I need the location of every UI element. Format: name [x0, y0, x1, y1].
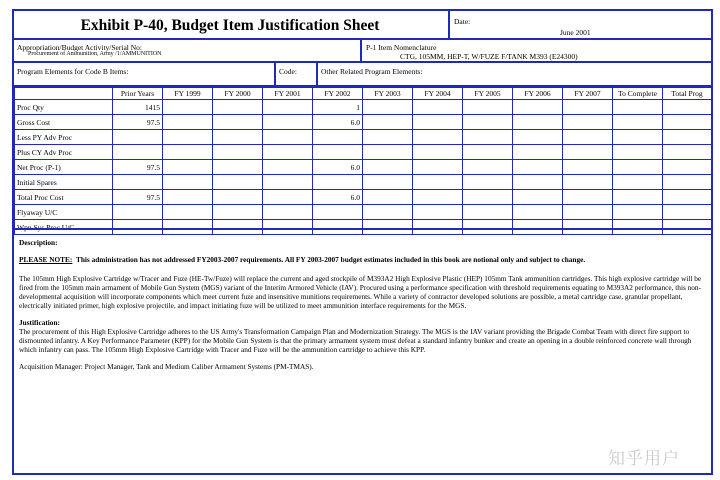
row-label: Proc Qty: [15, 100, 113, 115]
table-cell: [413, 220, 463, 235]
table-cell: [613, 130, 663, 145]
table-cell: [413, 115, 463, 130]
table-row: [15, 205, 712, 220]
table-cell: [513, 205, 563, 220]
table-cell: [163, 175, 213, 190]
column-header: FY 2000: [213, 88, 263, 100]
table-cell: [113, 175, 163, 190]
table-cell: [313, 205, 363, 220]
table-cell: [413, 175, 463, 190]
table-cell: [413, 190, 463, 205]
description-body: The 105mm High Explosive Cartridge w/Tracer and Fuze (HE-Tw/Fuze) will replace the current and aged stockpile of M393A2 High Explosive Plastic (HEP) 105mm Tank ammunition cartridges. This high explosive cartridge will be fired from the 105mm main armament of Mobile Gun System (MGS) variant of the Interim Armored Vehicle (IAV). Procured using a performance specification with threshold requirements equating to M393A2 performance, this non-developmental acquisition will incorporate components which meet current fuze and insensitive munitions requirements. While a variety of contractor developed solutions are possible, a metal cartridge case, granular propellant, electrically initiated primer, high explosive projectile, and impact initiating fuze will be utilized to meet ammunition interface requirements for the MGS.: [19, 274, 702, 310]
column-header: FY 1999: [163, 88, 213, 100]
table-cell: 97.5: [113, 115, 163, 130]
table-cell: [263, 205, 313, 220]
table-cell: [663, 160, 712, 175]
table-cell: [313, 145, 363, 160]
table-row: [15, 190, 712, 205]
program-elements-row: [14, 63, 711, 87]
table-cell: [213, 205, 263, 220]
date-value: June 2001: [560, 28, 591, 37]
table-cell: [463, 190, 513, 205]
appropriation-value: Procurement of Ammunition, Army /1/AMMUNITION: [28, 51, 162, 57]
table-cell: [613, 205, 663, 220]
table-cell: [213, 130, 263, 145]
date-label: Date:: [454, 17, 471, 26]
table-cell: [613, 115, 663, 130]
table-cell: 97.5: [113, 190, 163, 205]
table-cell: [663, 100, 712, 115]
table-cell: [213, 220, 263, 235]
table-row: [15, 175, 712, 190]
table-cell: [213, 145, 263, 160]
justification-body: The procurement of this High Explosive Cartridge adheres to the US Army's Transformation Campaign Plan and Modernization Strategy. The MGS is the IAV variant providing the Brigade Combat Team with direct fire support to dismounted infantry. A Key Performance Parameter (KPP) for the Mobile Gun System is that the primary armament system must defeat a standard infantry bunker and create an opening in a double reinforced concrete wall through which infantry can pass. The 105mm High Explosive Cartridge with Tracer and Fuze will be the ammunition cartridge to achieve this KPP.: [19, 327, 692, 354]
table-cell: [113, 205, 163, 220]
table-cell: [663, 115, 712, 130]
table-cell: [613, 100, 663, 115]
table-cell: 6.0: [313, 115, 363, 130]
table-row: [15, 100, 712, 115]
column-header: [15, 88, 113, 100]
description-section: [19, 236, 707, 379]
table-cell: [363, 175, 413, 190]
table-cell: [563, 205, 613, 220]
column-header: Total Prog: [663, 88, 712, 100]
table-cell: [413, 160, 463, 175]
row-label: Gross Cost: [15, 115, 113, 130]
table-cell: [163, 130, 213, 145]
table-cell: [413, 205, 463, 220]
table-cell: [463, 115, 513, 130]
nomenclature-label: P-1 Item Nomenclature: [366, 43, 437, 52]
table-cell: [263, 145, 313, 160]
table-cell: [213, 160, 263, 175]
row-label: Initial Spares: [15, 175, 113, 190]
table-cell: [513, 220, 563, 235]
table-cell: 1: [313, 100, 363, 115]
table-cell: [263, 130, 313, 145]
appropriation-label: Appropriation/Budget Activity/Serial No:: [17, 43, 142, 52]
table-cell: [663, 130, 712, 145]
table-cell: 97.5: [113, 160, 163, 175]
table-cell: [363, 130, 413, 145]
table-cell: [213, 115, 263, 130]
table-cell: [413, 130, 463, 145]
justification-heading: Justification:: [19, 318, 60, 327]
description-heading: Description:: [19, 238, 58, 247]
column-header: FY 2003: [363, 88, 413, 100]
table-cell: [313, 130, 363, 145]
table-cell: [413, 145, 463, 160]
column-header: FY 2001: [263, 88, 313, 100]
table-cell: [513, 190, 563, 205]
table-cell: [613, 160, 663, 175]
column-header: FY 2005: [463, 88, 513, 100]
page-title: Exhibit P-40, Budget Item Justification Sheet: [80, 17, 380, 34]
table-cell: [563, 175, 613, 190]
table-cell: [263, 115, 313, 130]
table-row: [15, 220, 712, 235]
table-cell: [363, 190, 413, 205]
table-cell: [613, 190, 663, 205]
table-cell: [513, 115, 563, 130]
table-cell: [663, 190, 712, 205]
table-cell: [663, 145, 712, 160]
row-label: Wpn Sys Proc U/C: [15, 220, 113, 235]
table-cell: [563, 220, 613, 235]
table-cell: 6.0: [313, 160, 363, 175]
row-label: Total Proc Cost: [15, 190, 113, 205]
budget-table: [14, 87, 712, 235]
table-cell: [563, 190, 613, 205]
other-elements-label: Other Related Program Elements:: [321, 67, 423, 76]
table-cell: [563, 115, 613, 130]
table-cell: [463, 220, 513, 235]
table-row: [15, 115, 712, 130]
table-cell: [313, 175, 363, 190]
table-cell: [613, 220, 663, 235]
code-label: Code:: [279, 67, 297, 76]
table-cell: [563, 130, 613, 145]
table-cell: [663, 205, 712, 220]
nomenclature-value: CTG, 105MM, HEP-T, W/FUZE F/TANK M393 (E24300): [400, 52, 578, 61]
note-text: This administration has not addressed FY2003-2007 requirements. All FY 2003-2007 budget estimates included in this book are notional only and subject to change.: [75, 255, 586, 264]
table-cell: [513, 130, 563, 145]
table-cell: [463, 205, 513, 220]
table-cell: [213, 190, 263, 205]
table-cell: [563, 160, 613, 175]
table-cell: [113, 145, 163, 160]
table-header-row: [15, 88, 712, 100]
appropriation-row: [14, 40, 711, 63]
table-cell: [163, 115, 213, 130]
row-label: Plus CY Adv Proc: [15, 145, 113, 160]
column-header: To Complete: [613, 88, 663, 100]
table-cell: [563, 100, 613, 115]
row-label: Net Proc (P-1): [15, 160, 113, 175]
table-cell: [163, 100, 213, 115]
table-cell: [213, 100, 263, 115]
table-cell: [163, 220, 213, 235]
table-cell: [413, 100, 463, 115]
table-cell: [363, 100, 413, 115]
column-header: Prior Years: [113, 88, 163, 100]
table-cell: [313, 220, 363, 235]
table-cell: [163, 145, 213, 160]
table-cell: [513, 175, 563, 190]
table-cell: 1415: [113, 100, 163, 115]
note-label: PLEASE NOTE:: [19, 255, 73, 264]
table-cell: 6.0: [313, 190, 363, 205]
table-cell: [363, 220, 413, 235]
table-cell: [263, 160, 313, 175]
table-row: [15, 130, 712, 145]
table-row: [15, 145, 712, 160]
row-label: Flyaway U/C: [15, 205, 113, 220]
table-cell: [613, 145, 663, 160]
column-header: FY 2006: [513, 88, 563, 100]
table-cell: [263, 100, 313, 115]
row-label: Less PY Adv Proc: [15, 130, 113, 145]
table-cell: [463, 100, 513, 115]
table-cell: [263, 220, 313, 235]
table-cell: [263, 175, 313, 190]
table-cell: [363, 115, 413, 130]
table-cell: [163, 205, 213, 220]
table-cell: [513, 145, 563, 160]
title-row: [14, 11, 711, 40]
table-cell: [113, 130, 163, 145]
table-cell: [613, 175, 663, 190]
column-header: FY 2002: [313, 88, 363, 100]
table-cell: [113, 220, 163, 235]
table-cell: [463, 175, 513, 190]
table-row: [15, 160, 712, 175]
budget-sheet: [12, 9, 713, 475]
watermark-logo: 知乎用户: [608, 449, 680, 469]
table-cell: [163, 190, 213, 205]
table-cell: [363, 205, 413, 220]
table-cell: [513, 100, 563, 115]
acquisition-manager: Acquisition Manager: Project Manager, Tank and Medium Caliber Armament Systems (PM-TMAS).: [19, 362, 314, 371]
program-elements-label: Program Elements for Code B Items:: [17, 67, 129, 76]
table-cell: [163, 160, 213, 175]
table-cell: [363, 160, 413, 175]
table-cell: [263, 190, 313, 205]
table-cell: [463, 160, 513, 175]
table-cell: [563, 145, 613, 160]
table-cell: [513, 160, 563, 175]
table-cell: [463, 130, 513, 145]
table-cell: [363, 145, 413, 160]
column-header: FY 2004: [413, 88, 463, 100]
column-header: FY 2007: [563, 88, 613, 100]
table-cell: [463, 145, 513, 160]
table-cell: [663, 220, 712, 235]
table-cell: [663, 175, 712, 190]
table-cell: [213, 175, 263, 190]
